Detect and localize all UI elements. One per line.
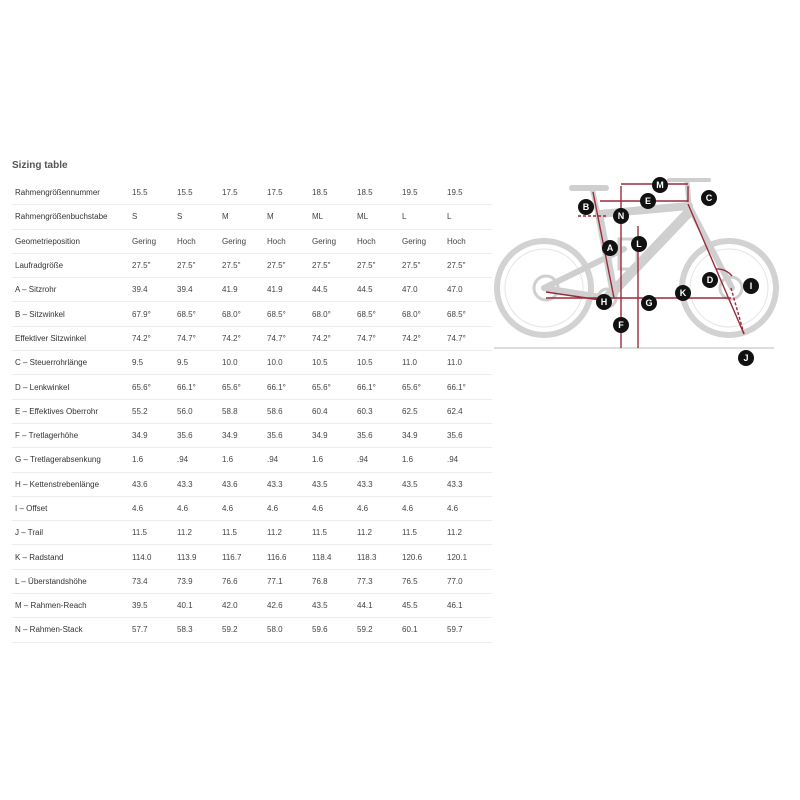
marker-c-icon (701, 190, 717, 206)
table-cell: 77.0 (447, 569, 492, 593)
table-cell: Gering (132, 229, 177, 253)
row-label: E – Effektives Oberrohr (12, 399, 132, 423)
table-row (12, 496, 492, 520)
row-label: G – Tretlagerabsenkung (12, 448, 132, 472)
table-row (12, 326, 492, 350)
table-cell: 11.0 (447, 351, 492, 375)
table-cell: 58.0 (267, 618, 312, 642)
table-cell: 47.0 (402, 278, 447, 302)
row-label: Laufradgröße (12, 253, 132, 277)
table-cell: 74.2° (132, 326, 177, 350)
table-cell: 77.3 (357, 569, 402, 593)
table-cell: 41.9 (222, 278, 267, 302)
marker-k-icon (675, 285, 691, 301)
table-cell: 66.1° (267, 375, 312, 399)
table-cell: 57.7 (132, 618, 177, 642)
table-cell: 68.0° (312, 302, 357, 326)
table-cell: 43.5 (312, 594, 357, 618)
table-cell: 66.1° (447, 375, 492, 399)
table-cell: 27.5" (222, 253, 267, 277)
table-cell: 120.6 (402, 545, 447, 569)
table-cell: 47.0 (447, 278, 492, 302)
table-cell: S (132, 205, 177, 229)
table-cell: 68.5° (357, 302, 402, 326)
table-cell: 4.6 (132, 496, 177, 520)
table-cell: 10.5 (357, 351, 402, 375)
table-row (12, 229, 492, 253)
svg-text:I: I (749, 281, 753, 291)
table-cell: 58.8 (222, 399, 267, 423)
table-cell: 10.0 (222, 351, 267, 375)
table-cell: 4.6 (177, 496, 222, 520)
table-cell: 43.5 (402, 472, 447, 496)
table-cell: 39.5 (132, 594, 177, 618)
table-cell: Hoch (177, 229, 222, 253)
table-cell: 74.7° (177, 326, 222, 350)
svg-text:G: G (645, 298, 653, 308)
table-cell: 74.7° (267, 326, 312, 350)
bike-geometry-diagram (494, 174, 774, 370)
table-cell: 44.5 (357, 278, 402, 302)
table-cell: 68.0° (222, 302, 267, 326)
table-cell: 45.5 (402, 594, 447, 618)
table-cell: 74.7° (357, 326, 402, 350)
svg-text:H: H (600, 297, 608, 307)
table-row (12, 423, 492, 447)
table-cell: L (447, 205, 492, 229)
table-cell: 42.6 (267, 594, 312, 618)
table-cell: 39.4 (132, 278, 177, 302)
svg-text:A: A (606, 243, 614, 253)
table-cell: 68.5° (267, 302, 312, 326)
marker-i-icon (743, 278, 759, 294)
table-cell: 43.3 (447, 472, 492, 496)
table-cell: 42.0 (222, 594, 267, 618)
table-cell: 60.3 (357, 399, 402, 423)
table-cell: 77.1 (267, 569, 312, 593)
table-cell: Hoch (447, 229, 492, 253)
table-cell: 65.6° (402, 375, 447, 399)
table-cell: 43.3 (267, 472, 312, 496)
marker-l-icon (631, 236, 647, 252)
table-cell: 73.9 (177, 569, 222, 593)
marker-m-icon (652, 177, 668, 193)
table-cell: 4.6 (312, 496, 357, 520)
table-cell: 1.6 (222, 448, 267, 472)
table-cell: 4.6 (267, 496, 312, 520)
table-cell: Hoch (267, 229, 312, 253)
table-cell: 120.1 (447, 545, 492, 569)
svg-text:M: M (656, 180, 664, 190)
table-row (12, 253, 492, 277)
table-cell: 4.6 (447, 496, 492, 520)
marker-j-icon (738, 350, 754, 366)
sizing-table-title: Sizing table (12, 160, 68, 171)
table-cell: 10.0 (267, 351, 312, 375)
svg-text:N: N (617, 211, 625, 221)
table-cell: 15.5 (132, 181, 177, 205)
marker-b-icon (578, 199, 594, 215)
table-cell: 34.9 (312, 423, 357, 447)
row-label: Geometrieposition (12, 229, 132, 253)
table-cell: 74.2° (312, 326, 357, 350)
marker-e-icon (640, 193, 656, 209)
table-cell: 17.5 (267, 181, 312, 205)
table-cell: Gering (312, 229, 357, 253)
table-cell: 62.4 (447, 399, 492, 423)
table-cell: 65.6° (222, 375, 267, 399)
table-cell: 68.0° (402, 302, 447, 326)
table-cell: 19.5 (447, 181, 492, 205)
table-row (12, 521, 492, 545)
table-cell: 41.9 (267, 278, 312, 302)
table-cell: 76.6 (222, 569, 267, 593)
table-cell: 67.9° (132, 302, 177, 326)
table-cell: 9.5 (132, 351, 177, 375)
table-cell: 116.6 (267, 545, 312, 569)
table-cell: 11.2 (267, 521, 312, 545)
table-cell: .94 (177, 448, 222, 472)
table-cell: Hoch (357, 229, 402, 253)
table-cell: 46.1 (447, 594, 492, 618)
table-cell: 58.6 (267, 399, 312, 423)
table-cell: 118.3 (357, 545, 402, 569)
table-cell: 11.2 (357, 521, 402, 545)
row-label: C – Steuerrohrlänge (12, 351, 132, 375)
table-cell: S (177, 205, 222, 229)
svg-text:L: L (636, 239, 642, 249)
table-cell: 73.4 (132, 569, 177, 593)
table-row (12, 351, 492, 375)
table-cell: 59.2 (222, 618, 267, 642)
table-cell: .94 (267, 448, 312, 472)
table-cell: 34.9 (132, 423, 177, 447)
table-cell: 4.6 (222, 496, 267, 520)
row-label: J – Trail (12, 521, 132, 545)
svg-text:J: J (743, 353, 749, 363)
table-cell: 118.4 (312, 545, 357, 569)
table-cell: 59.6 (312, 618, 357, 642)
svg-text:F: F (618, 320, 624, 330)
table-cell: 11.2 (177, 521, 222, 545)
table-cell: 68.5° (177, 302, 222, 326)
row-label: I – Offset (12, 496, 132, 520)
table-cell: Gering (402, 229, 447, 253)
svg-text:D: D (706, 275, 714, 285)
table-cell: 1.6 (132, 448, 177, 472)
row-label: K – Radstand (12, 545, 132, 569)
sizing-table-wrapper[interactable] (12, 181, 468, 635)
table-row (12, 375, 492, 399)
table-row (12, 448, 492, 472)
table-cell: 44.5 (312, 278, 357, 302)
table-cell: 27.5" (132, 253, 177, 277)
table-row (12, 618, 492, 642)
table-cell: 43.3 (177, 472, 222, 496)
marker-f-icon (613, 317, 629, 333)
table-cell: 35.6 (447, 423, 492, 447)
marker-d-icon (702, 272, 718, 288)
table-cell: 65.6° (132, 375, 177, 399)
table-cell: 11.2 (447, 521, 492, 545)
table-cell: M (222, 205, 267, 229)
table-cell: 27.5" (312, 253, 357, 277)
table-cell: 35.6 (177, 423, 222, 447)
table-row (12, 594, 492, 618)
svg-text:K: K (679, 288, 687, 298)
table-row (12, 205, 492, 229)
table-cell: .94 (447, 448, 492, 472)
table-cell: 55.2 (132, 399, 177, 423)
table-cell: 59.2 (357, 618, 402, 642)
table-cell: 1.6 (312, 448, 357, 472)
row-label: F – Tretlagerhöhe (12, 423, 132, 447)
table-cell: 27.5" (402, 253, 447, 277)
table-cell: 114.0 (132, 545, 177, 569)
table-cell: 19.5 (402, 181, 447, 205)
table-cell: 9.5 (177, 351, 222, 375)
table-cell: .94 (357, 448, 402, 472)
table-cell: 43.3 (357, 472, 402, 496)
table-row (12, 181, 492, 205)
row-label: Rahmengrößenbuchstabe (12, 205, 132, 229)
table-cell: 43.5 (312, 472, 357, 496)
table-cell: 113.9 (177, 545, 222, 569)
table-cell: 76.8 (312, 569, 357, 593)
table-cell: Gering (222, 229, 267, 253)
table-cell: 66.1° (357, 375, 402, 399)
table-cell: 27.5" (447, 253, 492, 277)
table-row (12, 545, 492, 569)
row-label: A – Sitzrohr (12, 278, 132, 302)
table-cell: 18.5 (312, 181, 357, 205)
table-cell: 39.4 (177, 278, 222, 302)
table-cell: 11.5 (402, 521, 447, 545)
table-cell: ML (357, 205, 402, 229)
table-cell: 74.2° (402, 326, 447, 350)
table-cell: 27.5" (267, 253, 312, 277)
table-cell: 27.5" (177, 253, 222, 277)
table-cell: 10.5 (312, 351, 357, 375)
table-cell: 4.6 (402, 496, 447, 520)
table-cell: 40.1 (177, 594, 222, 618)
table-cell: 44.1 (357, 594, 402, 618)
svg-text:E: E (644, 196, 652, 206)
row-label: Effektiver Sitzwinkel (12, 326, 132, 350)
row-label: N – Rahmen-Stack (12, 618, 132, 642)
table-cell: 18.5 (357, 181, 402, 205)
table-row (12, 399, 492, 423)
marker-a-icon (602, 240, 618, 256)
table-cell: 116.7 (222, 545, 267, 569)
table-cell: 62.5 (402, 399, 447, 423)
table-cell: 35.6 (357, 423, 402, 447)
table-row (12, 302, 492, 326)
table-cell: 58.3 (177, 618, 222, 642)
table-cell: 11.5 (132, 521, 177, 545)
marker-g-icon (641, 295, 657, 311)
table-cell: 35.6 (267, 423, 312, 447)
svg-text:C: C (705, 193, 713, 203)
table-cell: 59.7 (447, 618, 492, 642)
table-cell: 66.1° (177, 375, 222, 399)
table-row (12, 472, 492, 496)
table-cell: L (402, 205, 447, 229)
row-label: L – Überstandshöhe (12, 569, 132, 593)
table-cell: 74.7° (447, 326, 492, 350)
table-cell: 34.9 (402, 423, 447, 447)
row-label: M – Rahmen-Reach (12, 594, 132, 618)
sizing-table (12, 181, 492, 643)
table-cell: 60.1 (402, 618, 447, 642)
table-cell: 76.5 (402, 569, 447, 593)
table-cell: 1.6 (402, 448, 447, 472)
table-cell: ML (312, 205, 357, 229)
table-cell: 43.6 (132, 472, 177, 496)
row-label: H – Kettenstrebenlänge (12, 472, 132, 496)
table-cell: 65.6° (312, 375, 357, 399)
table-cell: 11.5 (222, 521, 267, 545)
table-cell: 43.6 (222, 472, 267, 496)
table-cell: 17.5 (222, 181, 267, 205)
table-cell: 15.5 (177, 181, 222, 205)
table-cell: 34.9 (222, 423, 267, 447)
row-label: Rahmengrößennummer (12, 181, 132, 205)
table-cell: 60.4 (312, 399, 357, 423)
table-cell: 27.5" (357, 253, 402, 277)
row-label: B – Sitzwinkel (12, 302, 132, 326)
table-cell: 4.6 (357, 496, 402, 520)
table-cell: 56.0 (177, 399, 222, 423)
row-label: D – Lenkwinkel (12, 375, 132, 399)
table-row (12, 278, 492, 302)
table-cell: M (267, 205, 312, 229)
table-cell: 68.5° (447, 302, 492, 326)
table-row (12, 569, 492, 593)
table-cell: 74.2° (222, 326, 267, 350)
table-cell: 11.0 (402, 351, 447, 375)
svg-text:B: B (582, 202, 590, 212)
marker-h-icon (596, 294, 612, 310)
table-cell: 11.5 (312, 521, 357, 545)
marker-n-icon (613, 208, 629, 224)
